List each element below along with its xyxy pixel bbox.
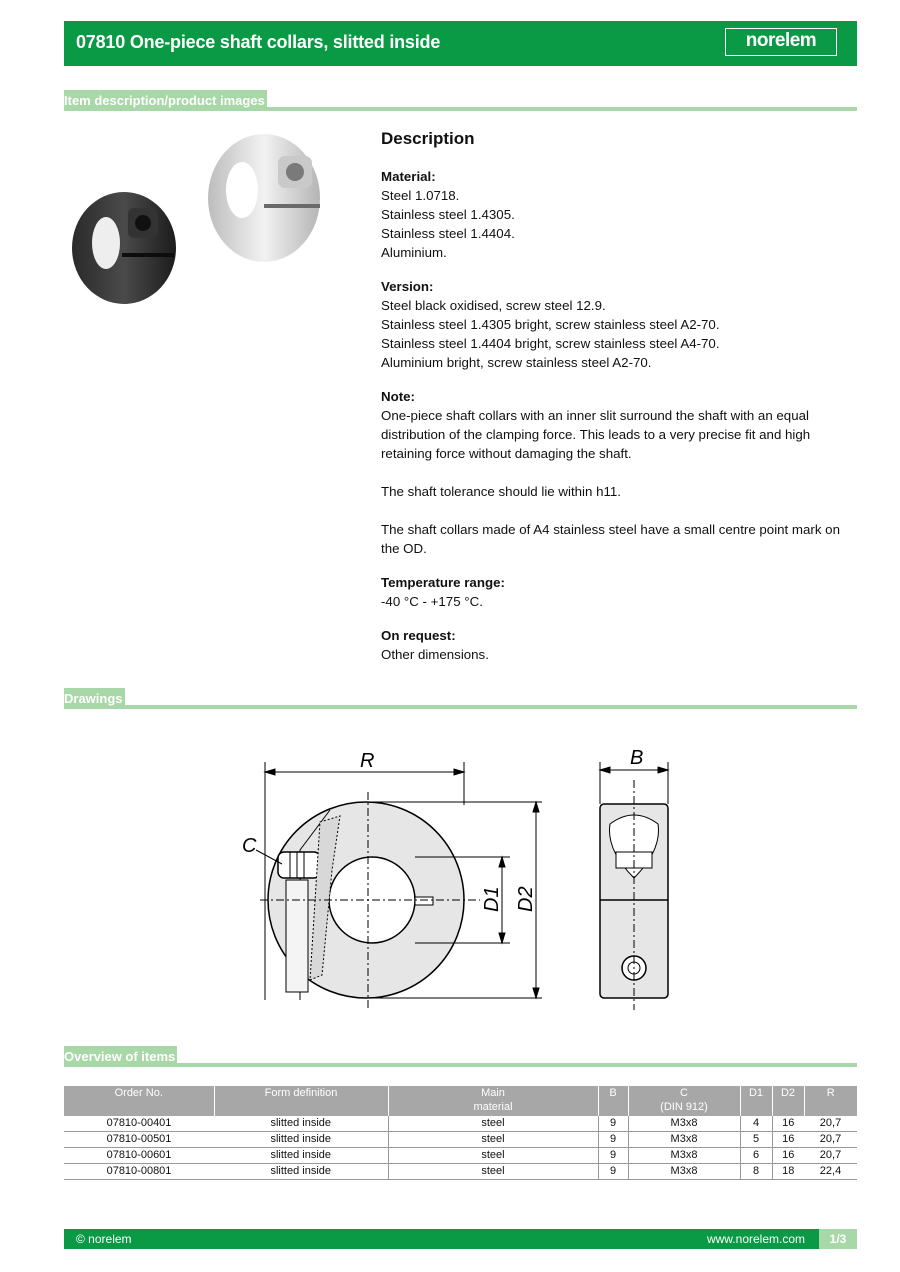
cell-c: M3x8 (628, 1132, 740, 1148)
col-r: R (804, 1086, 857, 1116)
cell-r: 20,7 (804, 1148, 857, 1164)
dim-label-D2: D2 (515, 886, 537, 912)
on-request-heading: On request: (381, 628, 456, 643)
stainless-collar-image (208, 134, 320, 262)
cell-d1: 8 (740, 1164, 772, 1180)
cell-b: 9 (598, 1132, 628, 1148)
cell-material: steel (388, 1148, 598, 1164)
page-footer (64, 1229, 857, 1249)
footer-website-link[interactable]: www.norelem.com (706, 1232, 805, 1246)
material-line: Stainless steel 1.4404. (381, 226, 515, 241)
footer-page-number: 1/3 (819, 1229, 857, 1249)
note-paragraph: The shaft collars made of A4 stainless steel have a small centre point mark on the OD. (381, 522, 840, 556)
cell-d2: 18 (772, 1164, 804, 1180)
col-main-material: Main material (388, 1086, 598, 1116)
cell-d2: 16 (772, 1132, 804, 1148)
section-label-drawings: Drawings (64, 688, 125, 709)
table-header-row (64, 1086, 857, 1116)
material-block (381, 167, 857, 262)
cell-d2: 16 (772, 1116, 804, 1132)
material-line: Aluminium. (381, 245, 447, 260)
table-row (64, 1148, 857, 1164)
cell-d1: 4 (740, 1116, 772, 1132)
section-overview (64, 1046, 857, 1067)
black-collar-image (72, 192, 176, 304)
version-line: Stainless steel 1.4305 bright, screw stainless steel A2-70. (381, 317, 720, 332)
product-images (64, 128, 324, 308)
version-heading: Version: (381, 279, 434, 294)
cell-order: 07810-00401 (64, 1116, 214, 1132)
cell-order: 07810-00801 (64, 1164, 214, 1180)
section-label-overview: Overview of items (64, 1046, 177, 1067)
cell-form: slitted inside (214, 1116, 388, 1132)
temperature-block (381, 573, 857, 611)
dim-label-R: R (360, 750, 375, 772)
page-header (64, 21, 857, 66)
cell-order: 07810-00501 (64, 1132, 214, 1148)
section-item-description (64, 90, 857, 111)
dim-label-B: B (630, 747, 644, 769)
section-label-item-description: Item description/product images (64, 90, 267, 111)
norelem-logo: norelem (725, 28, 837, 56)
section-drawings (64, 688, 857, 709)
col-d1: D1 (740, 1086, 772, 1116)
cell-c: M3x8 (628, 1116, 740, 1132)
version-line: Stainless steel 1.4404 bright, screw stainless steel A4-70. (381, 336, 720, 351)
dim-label-D1: D1 (481, 886, 503, 912)
material-line: Steel 1.0718. (381, 188, 460, 203)
table-row (64, 1132, 857, 1148)
on-request-block (381, 626, 857, 664)
items-table (64, 1086, 857, 1180)
note-block (381, 387, 857, 558)
cell-r: 20,7 (804, 1132, 857, 1148)
material-heading: Material: (381, 169, 436, 184)
version-block (381, 277, 857, 372)
note-heading: Note: (381, 389, 415, 404)
cell-material: steel (388, 1116, 598, 1132)
note-paragraph: The shaft tolerance should lie within h11. (381, 484, 621, 499)
col-form: Form definition (214, 1086, 388, 1116)
version-line: Aluminium bright, screw stainless steel A2-70. (381, 355, 652, 370)
cell-material: steel (388, 1164, 598, 1180)
cell-c: M3x8 (628, 1148, 740, 1164)
on-request-value: Other dimensions. (381, 647, 489, 662)
cell-form: slitted inside (214, 1148, 388, 1164)
col-b: B (598, 1086, 628, 1116)
dim-label-C: C (242, 835, 257, 857)
temperature-value: -40 °C - +175 °C. (381, 594, 483, 609)
page-title: 07810 One-piece shaft collars, slitted inside (76, 32, 441, 52)
cell-r: 20,7 (804, 1116, 857, 1132)
description-title: Description (381, 129, 475, 148)
cell-form: slitted inside (214, 1132, 388, 1148)
description-block (381, 128, 857, 679)
technical-drawing (230, 740, 690, 1020)
table-row (64, 1116, 857, 1132)
col-c: C (DIN 912) (628, 1086, 740, 1116)
material-line: Stainless steel 1.4305. (381, 207, 515, 222)
note-paragraph: One-piece shaft collars with an inner slit surround the shaft with an equal distribution of the clamping force. This leads to a very precise fit and high retaining force without damaging the shaft. (381, 408, 811, 461)
temperature-heading: Temperature range: (381, 575, 505, 590)
cell-r: 22,4 (804, 1164, 857, 1180)
version-line: Steel black oxidised, screw steel 12.9. (381, 298, 606, 313)
col-order-no: Order No. (64, 1086, 214, 1116)
cell-b: 9 (598, 1148, 628, 1164)
cell-order: 07810-00601 (64, 1148, 214, 1164)
col-d2: D2 (772, 1086, 804, 1116)
cell-d1: 5 (740, 1132, 772, 1148)
cell-b: 9 (598, 1116, 628, 1132)
table-row (64, 1164, 857, 1180)
cell-c: M3x8 (628, 1164, 740, 1180)
cell-d2: 16 (772, 1148, 804, 1164)
cell-material: steel (388, 1132, 598, 1148)
cell-b: 9 (598, 1164, 628, 1180)
cell-form: slitted inside (214, 1164, 388, 1180)
footer-copyright: © norelem (76, 1232, 132, 1246)
cell-d1: 6 (740, 1148, 772, 1164)
